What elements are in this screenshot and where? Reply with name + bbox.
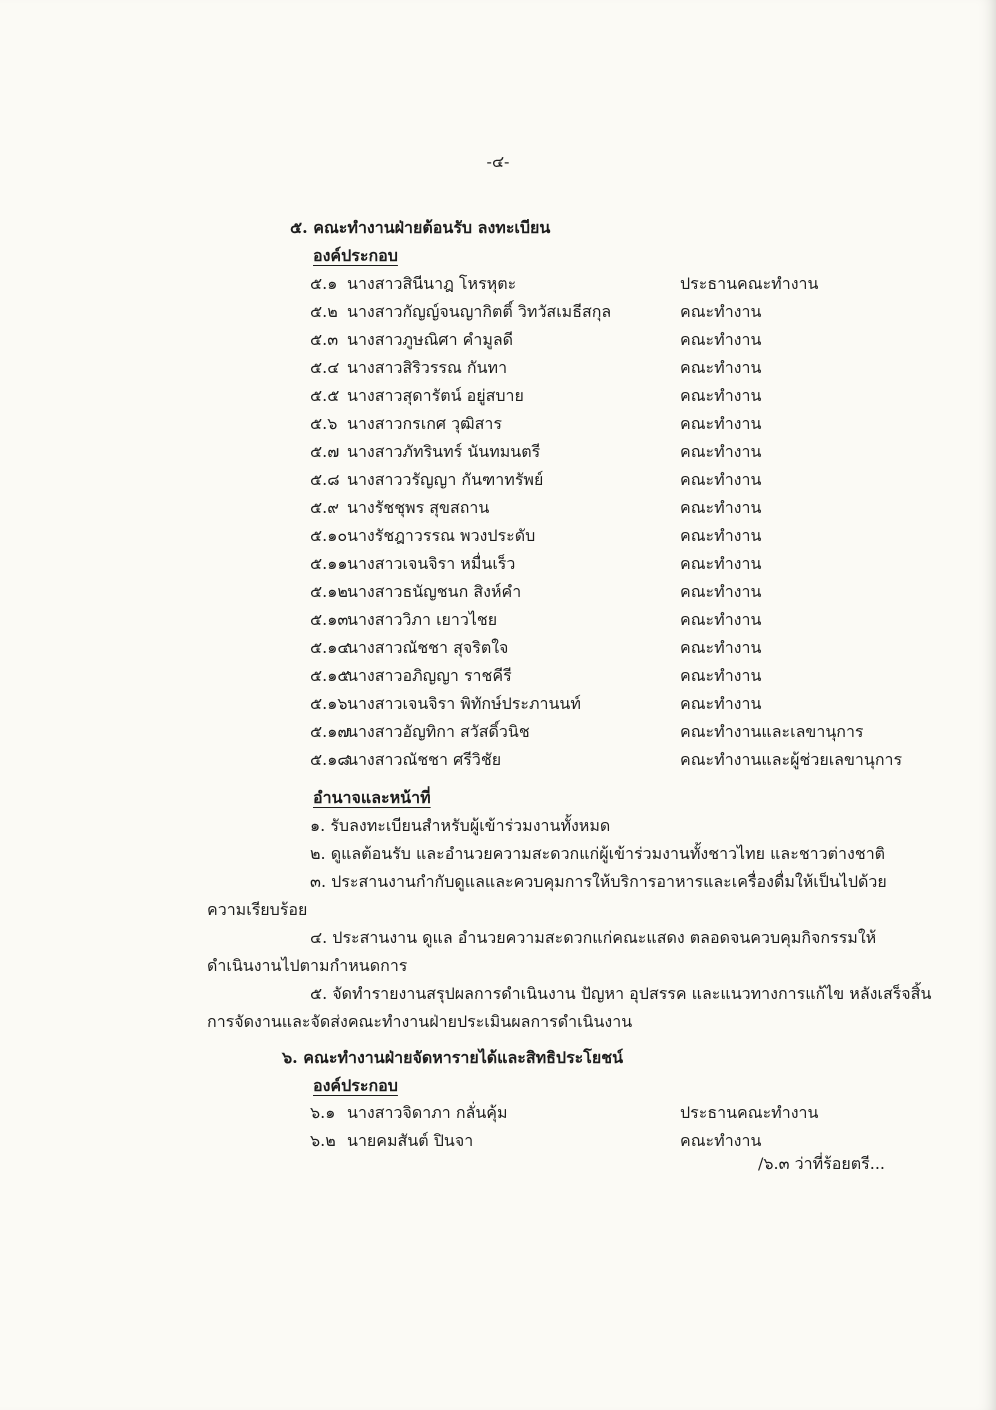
page-number: -๔-: [486, 152, 510, 171]
duty-item-continuation: ความเรียบร้อย: [207, 900, 308, 919]
member-row: ๕.๑๐ นางรัชฎาวรรณ พวงประดับ คณะทำงาน: [310, 525, 762, 545]
member-row: ๕.๒ นางสาวกัญญ์จนญากิตติ์ วิทวัสเมธีสกุล คณะทำงาน: [310, 301, 762, 321]
member-row: ๕.๑๓ นางสาววิภา เยาวไชย คณะทำงาน: [310, 609, 762, 629]
member-row: ๖.๑ นางสาวจิดาภา กลั่นคุ้ม ประธานคณะทำงาน: [310, 1102, 819, 1122]
section-6-heading: ๖. คณะทำงานฝ่ายจัดหารายได้และสิทธิประโยชน์: [282, 1048, 624, 1067]
member-row: ๕.๑๕ นางสาวอภิญญา ราชคีรี คณะทำงาน: [310, 665, 762, 685]
section-5-member-list: [310, 270, 910, 774]
section-5-heading: ๕. คณะทำงานฝ่ายต้อนรับ ลงทะเบียน: [290, 218, 551, 237]
member-row: ๕.๑๗ นางสาวอัญทิกา สวัสดิ์วนิช คณะทำงานและเลขานุการ: [310, 721, 864, 741]
member-row: ๕.๑๑ นางสาวเจนจิรา หมื่นเร็ว คณะทำงาน: [310, 553, 762, 573]
duty-item: ๑. รับลงทะเบียนสำหรับผู้เข้าร่วมงานทั้งหมด: [310, 816, 611, 835]
duty-item: ๓. ประสานงานกำกับดูแลและควบคุมการให้บริการอาหารและเครื่องดื่มให้เป็นไปด้วย: [310, 872, 887, 891]
continued-note: /๖.๓ ว่าที่ร้อยตรี...: [758, 1154, 885, 1173]
duty-item-continuation: การจัดงานและจัดส่งคณะทำงานฝ่ายประเมินผลการดำเนินงาน: [207, 1012, 633, 1031]
member-row: ๕.๙ นางรัชชุพร สุขสถาน คณะทำงาน: [310, 497, 762, 517]
duty-item: ๒. ดูแลต้อนรับ และอำนวยความสะดวกแก่ผู้เข้าร่วมงานทั้งชาวไทย และชาวต่างชาติ: [310, 844, 886, 863]
section-6-composition-title: องค์ประกอบ: [313, 1076, 398, 1095]
member-row: ๕.๑๖ นางสาวเจนจิรา พิทักษ์ประภานนท์ คณะทำงาน: [310, 693, 762, 713]
member-row: ๕.๗ นางสาวภัทรินทร์ นันทมนตรี คณะทำงาน: [310, 441, 762, 461]
member-row: ๕.๓ นางสาวภูษณิศา คำมูลดี คณะทำงาน: [310, 329, 762, 349]
section-5-duties-title: อำนาจและหน้าที่: [313, 788, 431, 807]
member-row: ๕.๘ นางสาววรัญญา กันฑาทรัพย์ คณะทำงาน: [310, 469, 762, 489]
duty-item-continuation: ดำเนินงานไปตามกำหนดการ: [207, 956, 408, 975]
member-row: ๕.๑๘ นางสาวณัชชา ศรีวิชัย คณะทำงานและผู้ช่วยเลขานุการ: [310, 749, 903, 769]
member-row: ๖.๒ นายคมสันต์ ปินจา คณะทำงาน: [310, 1130, 762, 1150]
duty-item: ๕. จัดทำรายงานสรุปผลการดำเนินงาน ปัญหา อุปสรรค และแนวทางการแก้ไข หลังเสร็จสิ้น: [310, 984, 932, 1003]
member-row: ๕.๕ นางสาวสุดารัตน์ อยู่สบาย คณะทำงาน: [310, 385, 762, 405]
member-row: ๕.๖ นางสาวกรเกศ วุฒิสาร คณะทำงาน: [310, 413, 762, 433]
section-5-composition-title: องค์ประกอบ: [313, 246, 398, 265]
section-5-duties: [207, 812, 932, 1036]
member-row: ๕.๔ นางสาวสิริวรรณ กันทา คณะทำงาน: [310, 357, 762, 377]
duty-item: ๔. ประสานงาน ดูแล อำนวยความสะดวกแก่คณะแสดง ตลอดจนควบคุมกิจกรรมให้: [310, 928, 877, 947]
member-row: ๕.๑ นางสาวสินีนาฎ โหรหุตะ ประธานคณะทำงาน: [310, 273, 819, 293]
section-6-member-list: [310, 1099, 910, 1155]
member-row: ๕.๑๒ นางสาวธนัญชนก สิงห์คำ คณะทำงาน: [310, 581, 762, 601]
member-row: ๕.๑๔ นางสาวณัชชา สุจริตใจ คณะทำงาน: [310, 637, 762, 657]
